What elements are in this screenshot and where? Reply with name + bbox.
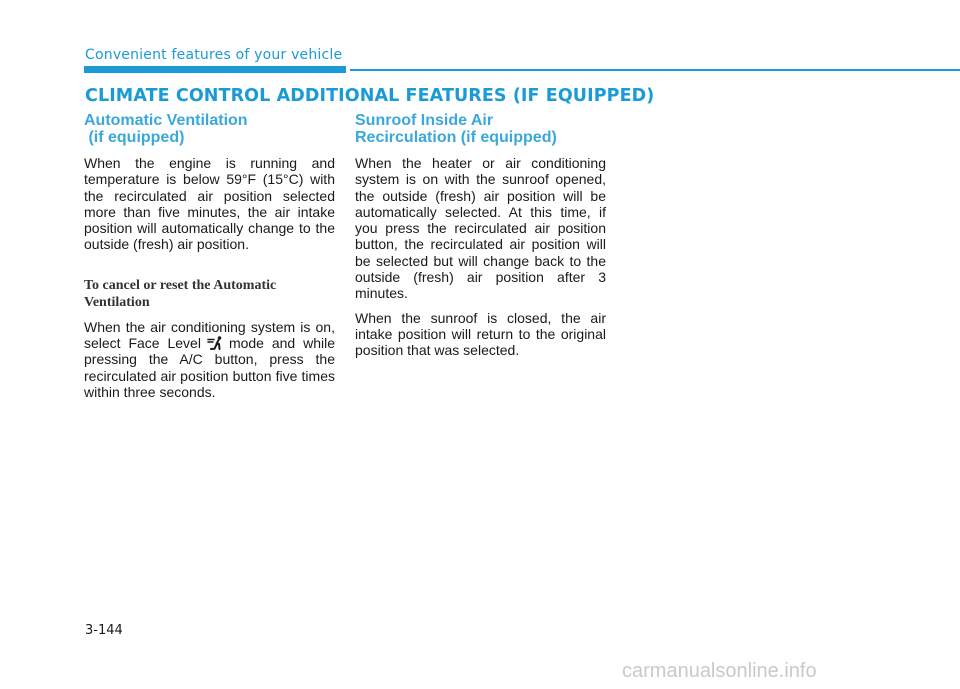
header-bar-thick: [84, 66, 346, 73]
section-title: CLIMATE CONTROL ADDITIONAL FEATURES (IF EQUIPPED): [85, 86, 655, 106]
page-number: 3-144: [85, 623, 123, 638]
paragraph-text-before-icon: When the air conditioning system is on, select Face Level: [84, 318, 335, 352]
left-column: [84, 112, 335, 408]
cancel-reset-heading: To cancel or reset the Automatic Ventilation: [84, 277, 277, 310]
sunroof-recirculation-paragraph-2: When the sunroof is closed, the air intake position will return to the original position that was selected.: [355, 309, 606, 359]
automatic-ventilation-paragraph: When the engine is running and temperature is below 59°F (15°C) with the recirculated air position selected more than five minutes, the air intake position will automatically change to the outside (fresh) air position.: [84, 155, 335, 253]
heading-line-1: Sunroof Inside Air: [355, 112, 494, 129]
sunroof-recirculation-paragraph-1: When the heater or air conditioning system is on with the sunroof opened, the outside (fresh) air position will be automatically selected. At this time, if you press the recirculated air position button, the recirculated air position will be selected but will change back to the outside (fresh) air position after 3 minutes.: [355, 155, 606, 302]
automatic-ventilation-heading: [84, 112, 335, 146]
heading-line-2: (if equipped): [84, 129, 185, 146]
right-column: [355, 112, 606, 367]
paragraph-text-after-icon: mode and while pressing the A/C button, press the recirculated air position button five times within three seconds.: [84, 335, 335, 400]
header-bar-thin: [350, 69, 960, 71]
watermark: carmanualsonline.info: [622, 660, 817, 682]
sunroof-recirculation-heading: [355, 112, 606, 146]
chapter-title: Convenient features of your vehicle: [85, 47, 343, 63]
cancel-reset-paragraph: [84, 319, 335, 400]
heading-line-1: Automatic Ventilation: [84, 112, 248, 129]
face-level-mode-icon: [207, 336, 223, 350]
heading-line-2: Recirculation (if equipped): [355, 129, 557, 146]
